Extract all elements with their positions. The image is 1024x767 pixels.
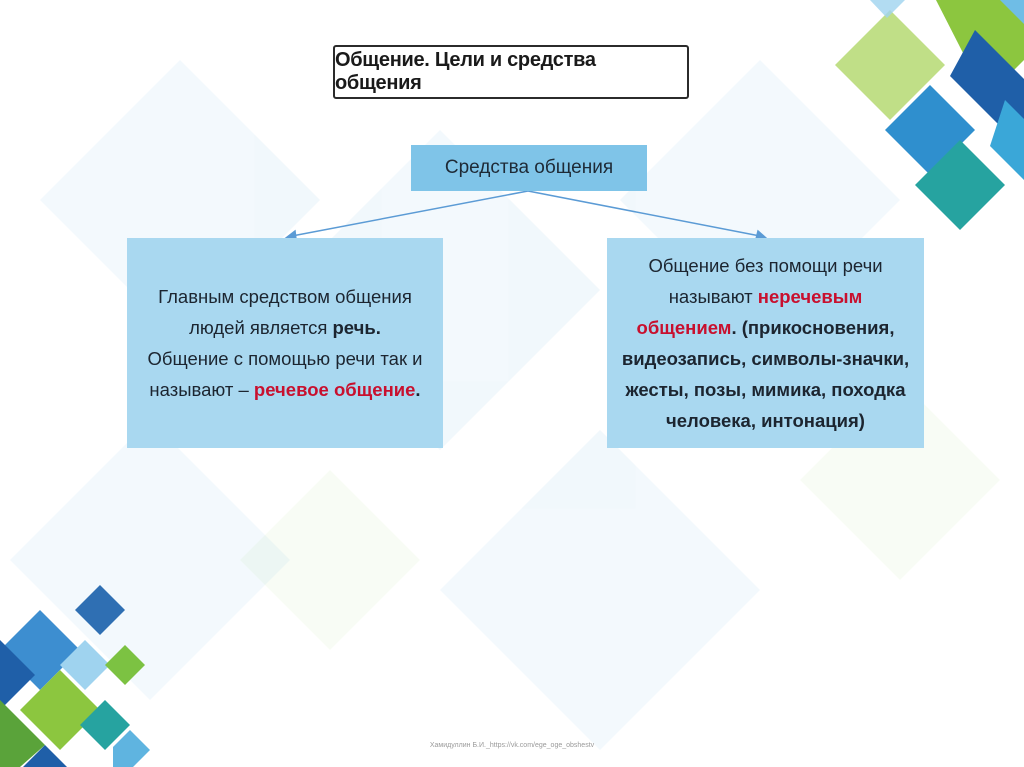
left-line-4-text: называют –: [149, 379, 254, 400]
left-node-speech: [127, 238, 443, 448]
left-node-text: [147, 281, 422, 405]
slide-title: Общение. Цели и средства общения: [333, 45, 689, 99]
left-line-2-text: людей является: [189, 317, 333, 338]
right-line-5: жесты, позы, мимика, походка: [625, 379, 906, 400]
right-node-text: [622, 250, 909, 436]
right-node-nonverbal: [607, 238, 924, 448]
left-highlight-speech: речь.: [332, 317, 381, 338]
right-line-2: [622, 281, 909, 312]
right-line-1: Общение без помощи речи: [648, 255, 883, 276]
right-line-2-text: называют: [668, 286, 758, 307]
right-line-3: [622, 312, 909, 343]
left-line-2: [147, 312, 422, 343]
right-highlight-communication: общением: [636, 317, 732, 338]
author-credit: Хамидуллин Б.И._https://vk.com/ege_oge_obshestv: [429, 742, 595, 749]
right-highlight-nonverbal: неречевым: [757, 286, 863, 307]
left-line-3: Общение с помощью речи так и: [147, 348, 423, 369]
right-line-4: видеозапись, символы-значки,: [621, 348, 910, 369]
left-line-4: [147, 374, 422, 405]
left-highlight-verbal: речевое общение: [253, 379, 416, 400]
left-line-1: Главным средством общения: [158, 286, 412, 307]
right-line-3-text: . (прикосновения,: [731, 317, 895, 338]
root-node: Средства общения: [411, 145, 647, 191]
right-line-6: человека, интонация): [666, 410, 865, 431]
left-line-4-period: .: [415, 379, 421, 400]
